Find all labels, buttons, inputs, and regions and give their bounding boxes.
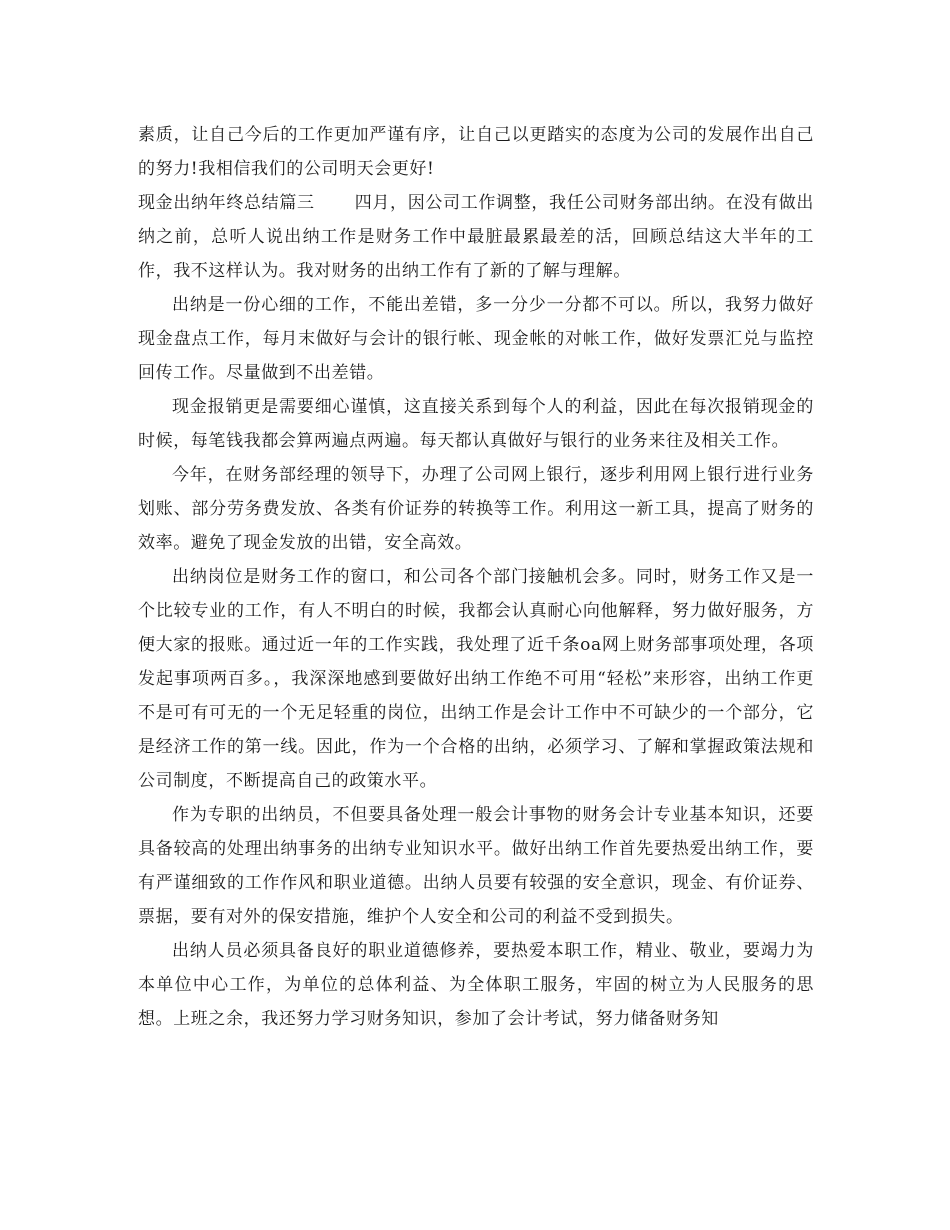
- body-paragraph-5: 作为专职的出纳员，不但要具备处理一般会计事物的财务会计专业基本知识，还要具备较高的处理出纳事务的出纳专业知识水平。做好出纳工作首先要热爱出纳工作，要有严谨细致的工作作风和职业道德。出纳人员要有较强的安全意识，现金、有价证券、票据，要有对外的保安措施，维护个人安全和公司的利益不受到损失。: [138, 805, 814, 927]
- body-paragraph-2: 现金报销更是需要细心谨慎，这直接关系到每个人的利益，因此在每次报销现金的时候，每笔钱我都会算两遍点两遍。每天都认真做好与银行的业务来往及相关工作。: [138, 397, 814, 451]
- section-first-paragraph: [138, 186, 814, 288]
- section-first-text: 四月，因公司工作调整，我任公司财务部出纳。在没有做出纳之前，总听人说出纳工作是财务工作中最脏最累最差的活，回顾总结这大半年的工作，我不这样认为。我对财务的出纳工作有了新的了解与理解。: [138, 193, 814, 281]
- body-paragraph-3: 今年，在财务部经理的领导下，办理了公司网上银行，逐步利用网上银行进行业务划账、部分劳务费发放、各类有价证券的转换等工作。利用这一新工具，提高了财务的效率。避免了现金发放的出错，安全高效。: [138, 465, 814, 553]
- body-paragraph-6: 出纳人员必须具备良好的职业道德修养，要热爱本职工作，精业、敬业，要竭力为本单位中心工作，为单位的总体利益、为全体职工服务，牢固的树立为人民服务的思想。上班之余，我还努力学习财务知识，参加了会计考试，努力储备财务知: [138, 941, 814, 1029]
- intro-paragraph: 素质，让自己今后的工作更加严谨有序，让自己以更踏实的态度为公司的发展作出自己的努力!我相信我们的公司明天会更好!: [138, 125, 814, 179]
- body-paragraph-4: 出纳岗位是财务工作的窗口，和公司各个部门接触机会多。同时，财务工作又是一个比较专业的工作，有人不明白的时候，我都会认真耐心向他解释，努力做好服务，方便大家的报账。通过近一年的工作实践，我处理了近千条oa网上财务部事项处理，各项发起事项两百多。，我深深地感到要做好出纳工作绝不可用“轻松”来形容，出纳工作更不是可有可无的一个无足轻重的岗位，出纳工作是会计工作中不可缺少的一个部分，它是经济工作的第一线。因此，作为一个合格的出纳，必须学习、了解和掌握政策法规和公司制度，不断提高自己的政策水平。: [138, 567, 814, 791]
- body-paragraph-1: 出纳是一份心细的工作，不能出差错，多一分少一分都不可以。所以，我努力做好现金盘点工作，每月末做好与会计的银行帐、现金帐的对帐工作，做好发票汇兑与监控回传工作。尽量做到不出差错。: [138, 295, 814, 383]
- section-title: 现金出纳年终总结篇三: [138, 193, 315, 213]
- document-body: [138, 118, 814, 1036]
